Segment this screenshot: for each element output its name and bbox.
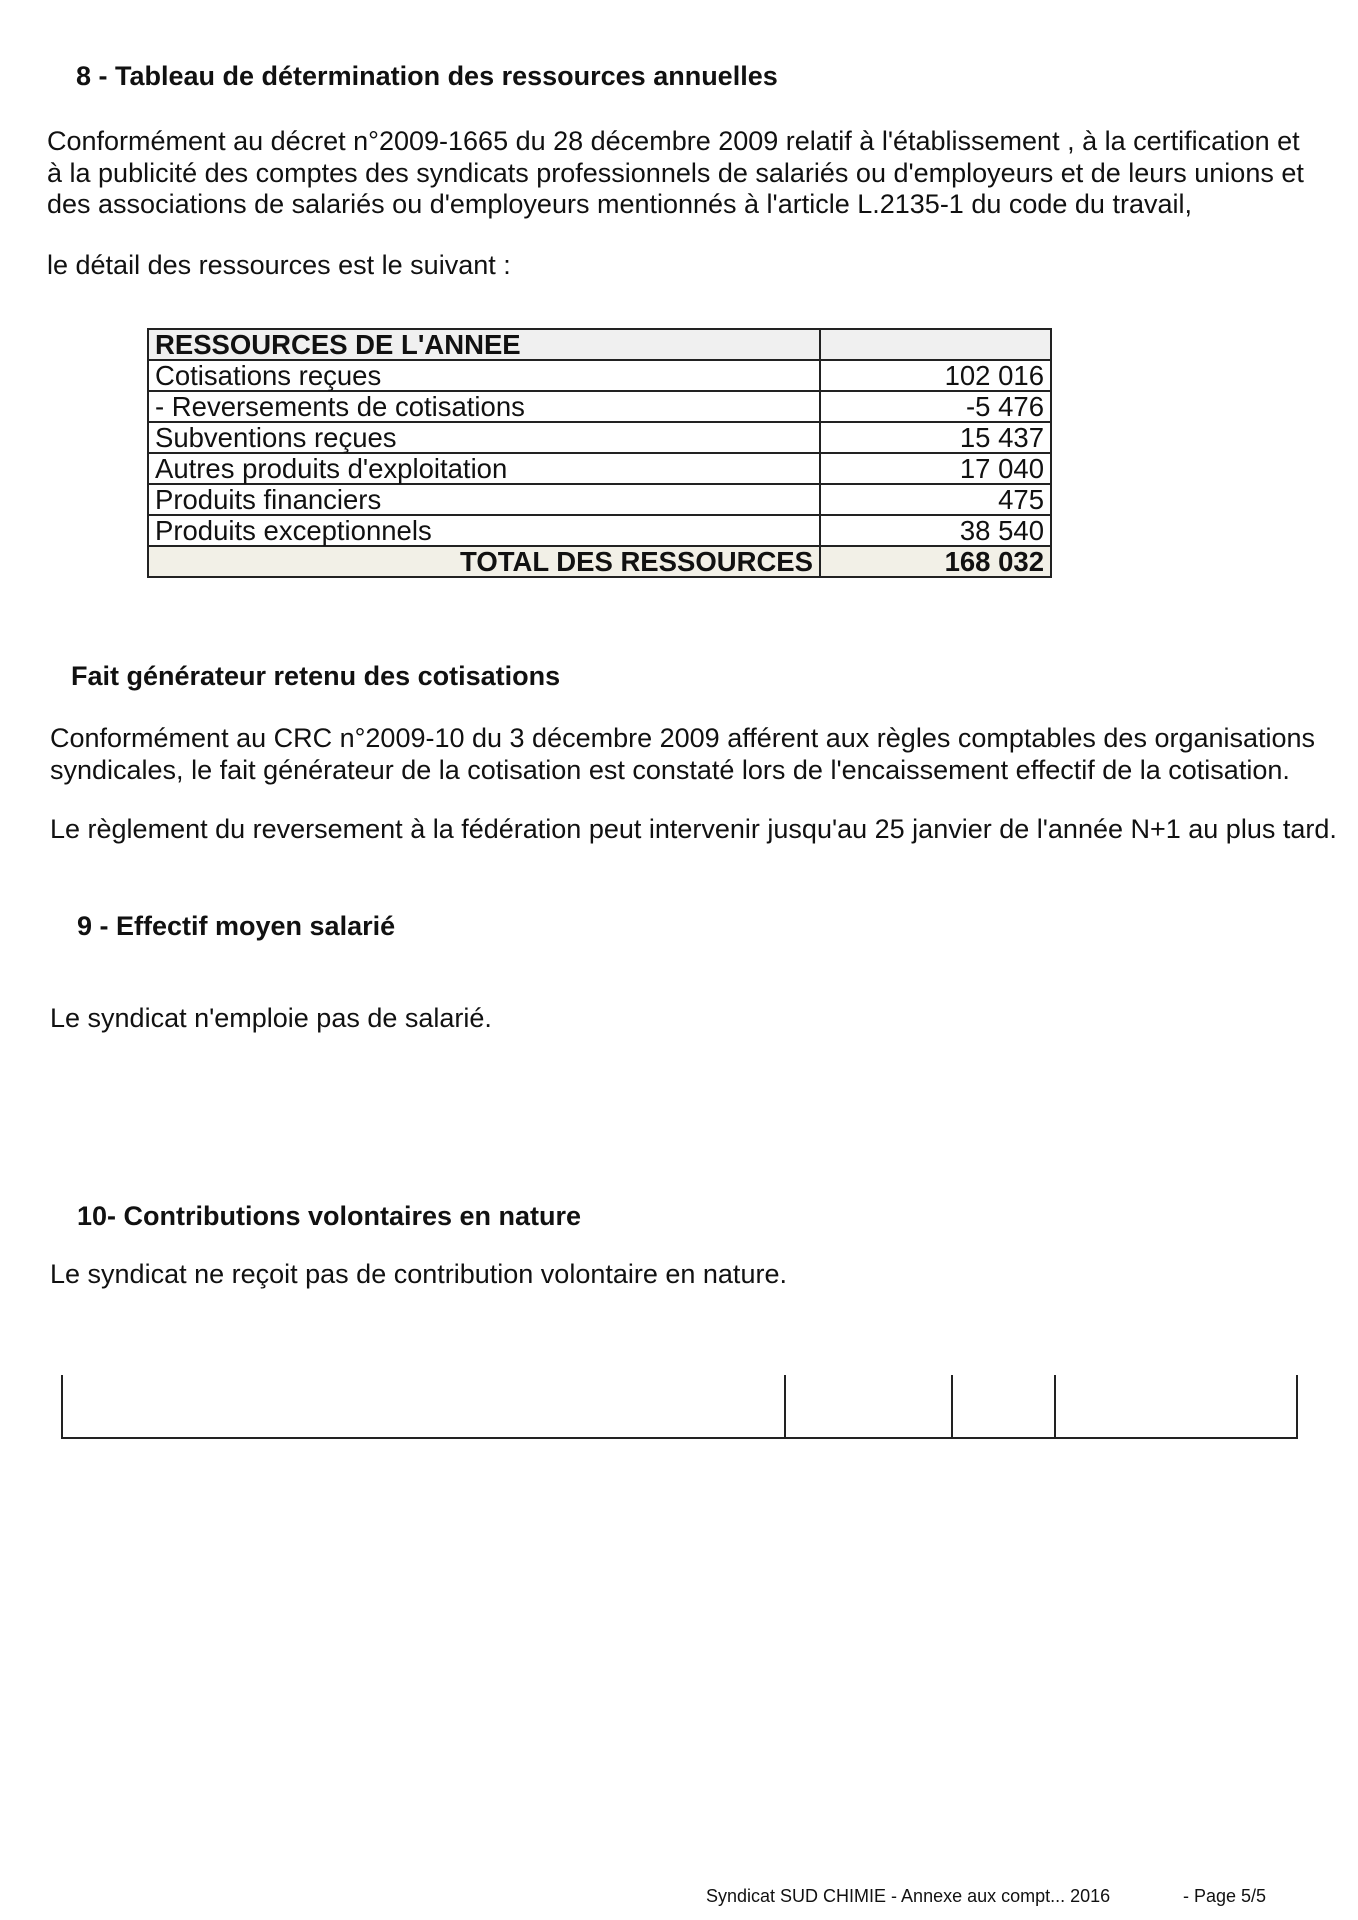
total-value: 168 032	[820, 546, 1051, 577]
row-value: 38 540	[820, 515, 1051, 546]
grid-line	[1054, 1375, 1056, 1437]
section-8-intro	[47, 126, 1304, 221]
table-row	[148, 484, 1051, 515]
table-row	[148, 391, 1051, 422]
table-header-label: RESSOURCES DE L'ANNEE	[148, 329, 820, 360]
row-value: 17 040	[820, 453, 1051, 484]
intro-line: Conformément au décret n°2009-1665 du 28 décembre 2009 relatif à l'établissement , à la certification et	[47, 126, 1300, 156]
section-10-text: Le syndicat ne reçoit pas de contribution volontaire en nature.	[50, 1259, 787, 1289]
intro-line: des associations de salariés ou d'employeurs mentionnés à l'article L.2135-1 du code du travail,	[47, 189, 1192, 219]
grid-line	[951, 1375, 953, 1437]
row-label: Cotisations reçues	[148, 360, 820, 391]
section-10-title: 10- Contributions volontaires en nature	[77, 1201, 582, 1231]
row-label: Produits financiers	[148, 484, 820, 515]
section-8-title: 8 - Tableau de détermination des ressources annuelles	[76, 61, 778, 91]
row-value: 475	[820, 484, 1051, 515]
text-line: Conformément au CRC n°2009-10 du 3 décembre 2009 afférent aux règles comptables des organisations	[50, 723, 1316, 753]
text-line: syndicales, le fait générateur de la cotisation est constaté lors de l'encaissement effectif de la cotisation.	[50, 754, 1290, 785]
grid-line	[61, 1375, 63, 1437]
empty-grid	[61, 1375, 1298, 1439]
table-total-row	[148, 546, 1051, 577]
row-label: Autres produits d'exploitation	[148, 453, 820, 484]
fait-generateur-title: Fait générateur retenu des cotisations	[71, 661, 561, 691]
section-9-title: 9 - Effectif moyen salarié	[77, 911, 396, 941]
table-row	[148, 453, 1051, 484]
table-row	[148, 515, 1051, 546]
total-label: TOTAL DES RESSOURCES	[148, 546, 820, 577]
intro-line: à la publicité des comptes des syndicats professionnels de salariés ou d'employeurs et de leurs unions et	[47, 157, 1304, 188]
row-value: 15 437	[820, 422, 1051, 453]
footer-document: Syndicat SUD CHIMIE - Annexe aux compt... 2016	[706, 1886, 1111, 1906]
fait-generateur-text	[50, 723, 1315, 786]
section-8-lead: le détail des ressources est le suivant :	[47, 250, 511, 280]
table-header-value	[820, 329, 1051, 360]
row-value: -5 476	[820, 391, 1051, 422]
section-9-text: Le syndicat n'emploie pas de salarié.	[50, 1003, 492, 1033]
table-row	[148, 422, 1051, 453]
fait-generateur-note: Le règlement du reversement à la fédération peut intervenir jusqu'au 25 janvier de l'année N+1 au plus tard.	[50, 814, 1337, 844]
resources-table	[147, 328, 1052, 578]
table-row	[148, 360, 1051, 391]
grid-line	[1296, 1375, 1298, 1437]
table-header-row	[148, 329, 1051, 360]
footer-page: - Page 5/5	[1183, 1886, 1267, 1906]
row-label: Subventions reçues	[148, 422, 820, 453]
row-label: - Reversements de cotisations	[148, 391, 820, 422]
grid-line	[784, 1375, 786, 1437]
row-label: Produits exceptionnels	[148, 515, 820, 546]
row-value: 102 016	[820, 360, 1051, 391]
